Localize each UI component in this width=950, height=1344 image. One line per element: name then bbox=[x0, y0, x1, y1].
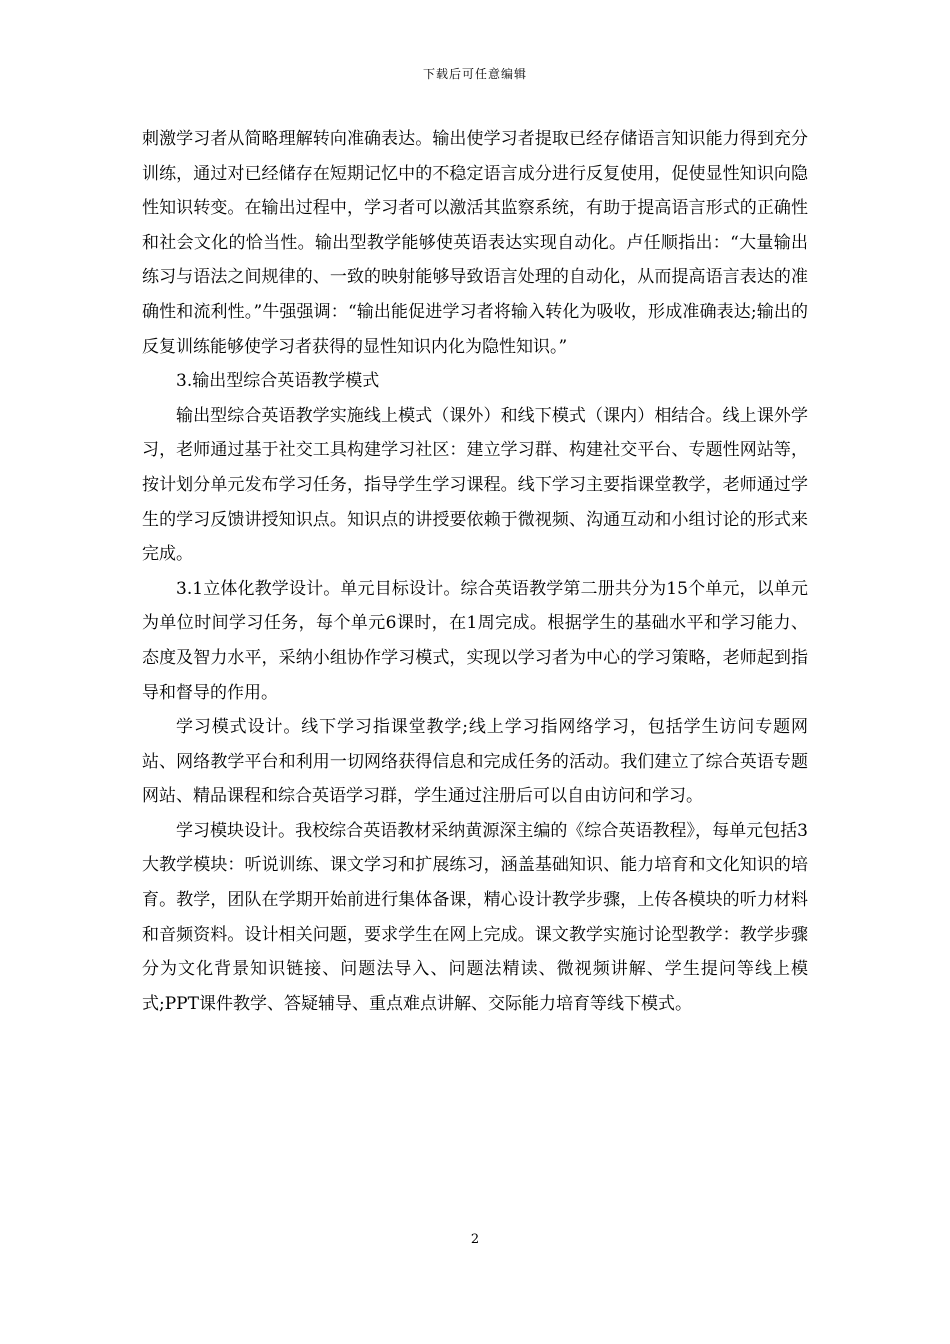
page-number: 2 bbox=[470, 1232, 480, 1247]
page-header: 下载后可任意编辑 bbox=[422, 67, 527, 81]
paragraph-learning-modules: 学习模块设计。我校综合英语教材采纳黄源深主编的《综合英语教程》，每单元包括3大教学模块：听说训练、课文学习和扩展练习，涵盖基础知识、能力培育和文化知识的培育。教学，团队在学期开始前进行集体备课，精心设计教学步骤，上传各模块的听力材料和音频资料。设计相关问题，要求学生在网上完成。课文教学实施讨论型教学：教学步骤分为文化背景知识链接、问题法导入、问题法精读、微视频讲解、学生提问等线上模式;PPT课件教学、答疑辅导、重点难点讲解、交际能力培育等线下模式。 bbox=[142, 820, 808, 1014]
document-body bbox=[142, 122, 808, 1021]
paragraph-output-effects: 刺激学习者从简略理解转向准确表达。输出使学习者提取已经存储语言知识能力得到充分训练，通过对已经储存在短期记忆中的不稳定语言成分进行反复使用，促使显性知识向隐性知识转变。在输出过程中，学习者可以激活其监察系统，有助于提高语言形式的正确性和社会文化的恰当性。输出型教学能够使英语表达实现自动化。卢任顺指出：“大量输出练习与语法之间规律的、一致的映射能够导致语言处理的自动化，从而提高语言表达的准确性和流利性。”牛强强调：“输出能促进学习者将输入转化为吸收，形成准确表达;输出的反复训练能够使学习者获得的显性知识内化为隐性知识。” bbox=[142, 129, 808, 357]
paragraph-learning-mode: 学习模式设计。线下学习指课堂教学;线上学习指网络学习，包括学生访问专题网站、网络教学平台和利用一切网络获得信息和完成任务的活动。我们建立了综合英语专题网站、精品课程和综合英语学习群，学生通过注册后可以自由访问和学习。 bbox=[142, 717, 808, 807]
paragraph-teaching-model: 输出型综合英语教学实施线上模式（课外）和线下模式（课内）相结合。线上课外学习，老师通过基于社交工具构建学习社区：建立学习群、构建社交平台、专题性网站等，按计划分单元发布学习任务，指导学生学习课程。线下学习主要指课堂教学，老师通过学生的学习反馈讲授知识点。知识点的讲授要依赖于微视频、沟通互动和小组讨论的形式来完成。 bbox=[142, 405, 808, 565]
section-heading-3: 3.输出型综合英语教学模式 bbox=[176, 371, 380, 392]
paragraph-3-1-design: 3.1立体化教学设计。单元目标设计。综合英语教学第二册共分为15个单元，以单元为单位时间学习任务，每个单元6课时，在1周完成。根据学生的基础水平和学习能力、态度及智力水平，采纳小组协作学习模式，实现以学习者为中心的学习策略，老师起到指导和督导的作用。 bbox=[142, 578, 808, 703]
